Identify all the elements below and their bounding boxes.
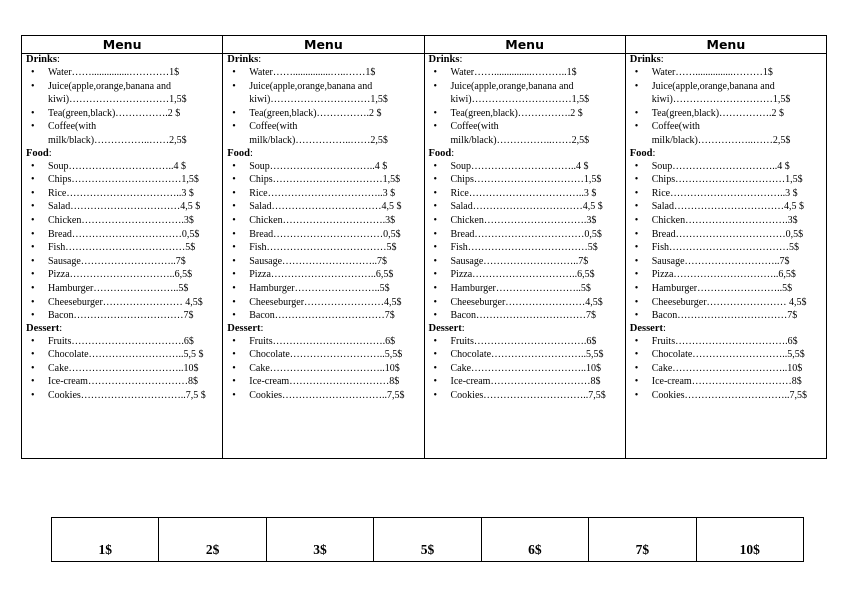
food-item: • Sausage………………………..7$ <box>451 255 625 269</box>
price-label: 6$ <box>528 542 542 557</box>
menu-column <box>223 36 424 459</box>
drinks-section-label-text: Drinks <box>629 54 661 65</box>
food-item: • Soup…………………………..4 $ <box>48 160 222 174</box>
dessert-section-label: Dessert: <box>629 322 666 334</box>
dessert-item: • Chocolate………………………..5,5 $ <box>48 348 222 362</box>
dessert-item: • Fruits…………………………….6$ <box>48 335 222 349</box>
food-item: • Rice……………………………..3 $ <box>249 187 423 201</box>
dessert-item: • Cake……………………………..10$ <box>249 362 423 376</box>
food-item: • Fish………………………………5$ <box>652 241 826 255</box>
food-item: • Rice……………………………..3 $ <box>451 187 625 201</box>
food-list <box>223 160 423 323</box>
price-cell <box>696 518 803 562</box>
dessert-section-label-text: Dessert <box>26 322 60 334</box>
food-item: • Fish………………………………5$ <box>48 241 222 255</box>
food-item: • Bacon……………………………7$ <box>652 309 826 323</box>
price-cell <box>589 518 696 562</box>
food-section-label: Food: <box>227 147 253 159</box>
dessert-item: • Cookies…………………………..7,5 $ <box>48 389 222 403</box>
menu-title: Menu <box>22 36 222 54</box>
drink-item: • Juice(apple,orange,banana and kiwi)…………………………1,5$ <box>249 80 423 107</box>
dessert-item: • Cookies…………………………..7,5$ <box>652 389 826 403</box>
drink-item: • Water……...............………1$ <box>652 66 826 80</box>
food-section-label-text: Food <box>227 147 251 159</box>
drink-item: • Coffee(with milk/black)……………..……2,5$ <box>249 120 423 147</box>
drink-item: • Juice(apple,orange,banana and kiwi)…………………………1,5$ <box>451 80 625 107</box>
drinks-section-label: Drinks: <box>629 54 664 65</box>
drinks-section-label: Drinks: <box>26 54 60 65</box>
food-item: • Chicken………………………….3$ <box>249 214 423 228</box>
menu-table <box>21 35 827 459</box>
dessert-list <box>626 335 826 403</box>
food-item: • Pizza…………………………..6,5$ <box>652 268 826 282</box>
food-item: • Rice……………………………..3 $ <box>48 187 222 201</box>
food-item: • Salad……………………………4,5 $ <box>249 200 423 214</box>
food-item: • Chips……………………………1,5$ <box>451 173 625 187</box>
dessert-item: • Cake……………………………..10$ <box>48 362 222 376</box>
drinks-section-label: Drinks: <box>428 54 463 65</box>
food-item: • Bacon……………………………7$ <box>249 309 423 323</box>
food-item: • Bread……………………………0,5$ <box>249 228 423 242</box>
food-item: • Hamburger……………………..5$ <box>249 282 423 296</box>
drink-item: • Water……...............…..……1$ <box>249 66 423 80</box>
food-section-label: Food: <box>629 147 656 159</box>
food-item: • Rice……………………………..3 $ <box>652 187 826 201</box>
food-item: • Chips……………………………1,5$ <box>249 173 423 187</box>
food-item: • Bacon……………………………7$ <box>48 309 222 323</box>
menu-column <box>22 36 223 459</box>
dessert-item: • Cookies…………………………..7,5$ <box>249 389 423 403</box>
price-cell <box>52 518 159 562</box>
price-label: 5$ <box>420 542 435 557</box>
food-item: • Pizza…………………………..6,5$ <box>48 268 222 282</box>
food-item: • Chips……………………………1,5$ <box>652 173 826 187</box>
dessert-list <box>223 335 423 403</box>
food-item: • Sausage………………………..7$ <box>652 255 826 269</box>
drink-item: • Tea(green,black)…………….2 $ <box>249 107 423 121</box>
food-item: • Bacon……………………………7$ <box>451 309 625 323</box>
food-item: • Pizza…………………………..6,5$ <box>249 268 423 282</box>
dessert-section-label-text: Dessert <box>629 322 663 334</box>
food-item: • Hamburger……………………..5$ <box>652 282 826 296</box>
drinks-section-label-text: Drinks <box>227 54 259 65</box>
dessert-item: • Chocolate………………………..5,5$ <box>652 348 826 362</box>
price-strip <box>51 517 804 562</box>
food-item: • Cheeseburger…………………… 4,5$ <box>48 296 222 310</box>
dessert-item: • Ice-cream…………………………8$ <box>48 375 222 389</box>
price-cell <box>374 518 481 562</box>
food-item: • Salad……………………………4,5 $ <box>451 200 625 214</box>
food-item: • Salad……………………………4,5 $ <box>48 200 222 214</box>
menu-column <box>625 36 826 459</box>
drinks-section-label-text: Drinks <box>428 54 460 65</box>
menu-title: Menu <box>223 36 423 54</box>
dessert-item: • Chocolate………………………..5,5$ <box>451 348 625 362</box>
drink-item: • Coffee(with milk/black)……………..……2,5$ <box>48 120 222 147</box>
menu-title: Menu <box>626 36 826 54</box>
dessert-section-label: Dessert: <box>227 322 264 334</box>
food-list <box>425 160 625 323</box>
drink-item: • Tea(green,black)…………….2 $ <box>451 107 625 121</box>
food-item: • Sausage………………………..7$ <box>48 255 222 269</box>
dessert-item: • Cake……………………………..10$ <box>652 362 826 376</box>
price-cell <box>266 518 373 562</box>
price-label: 7$ <box>635 542 650 557</box>
drinks-section-label: Drinks: <box>227 54 262 65</box>
food-item: • Pizza…………………………..6,5$ <box>451 268 625 282</box>
dessert-section-label-text: Dessert <box>227 322 261 334</box>
food-item: • Soup…………………………..4 $ <box>652 160 826 174</box>
food-item: • Bread……………………………0,5$ <box>652 228 826 242</box>
food-item: • Hamburger……………………..5$ <box>48 282 222 296</box>
dessert-section-label: Dessert: <box>26 322 63 334</box>
drink-item: • Tea(green,black)…………….2 $ <box>48 107 222 121</box>
food-section-label: Food: <box>428 147 455 159</box>
dessert-item: • Fruits…………………………….6$ <box>652 335 826 349</box>
food-item: • Bread……………………………0,5$ <box>451 228 625 242</box>
dessert-item: • Chocolate………………………..5,5$ <box>249 348 423 362</box>
dessert-item: • Ice-cream…………………………8$ <box>652 375 826 389</box>
food-item: • Chicken………………………….3$ <box>451 214 625 228</box>
food-item: • Bread……………………………0,5$ <box>48 228 222 242</box>
drink-item: • Tea(green,black)…………….2 $ <box>652 107 826 121</box>
dessert-item: • Ice-cream…………………………8$ <box>249 375 423 389</box>
dessert-list <box>425 335 625 403</box>
drinks-list <box>425 66 625 148</box>
food-item: • Fish………………………………5$ <box>451 241 625 255</box>
price-cell <box>159 518 266 562</box>
food-item: • Cheeseburger……………………4,5$ <box>249 296 423 310</box>
drink-item: • Coffee(with milk/black)……………..……2,5$ <box>451 120 625 147</box>
drink-item: • Water……...............………..1$ <box>451 66 625 80</box>
food-section-label-text: Food <box>26 147 49 159</box>
food-section-label-text: Food <box>629 147 653 159</box>
drink-item: • Juice(apple,orange,banana and kiwi)…………………………1,5$ <box>48 80 222 107</box>
food-section-label-text: Food <box>428 147 452 159</box>
drink-item: • Juice(apple,orange,banana and kiwi)…………………………1,5$ <box>652 80 826 107</box>
drinks-list <box>626 66 826 148</box>
food-item: • Soup…………………………..4 $ <box>451 160 625 174</box>
drink-item: • Coffee(with milk/black)……………..……2,5$ <box>652 120 826 147</box>
food-item: • Chips……………………………1,5$ <box>48 173 222 187</box>
food-item: • Cheeseburger…………………… 4,5$ <box>652 296 826 310</box>
food-item: • Chicken………………………….3$ <box>652 214 826 228</box>
price-cell <box>481 518 588 562</box>
menu-title: Menu <box>425 36 625 54</box>
food-item: • Soup…………………………..4 $ <box>249 160 423 174</box>
dessert-item: • Cookies…………………………..7,5$ <box>451 389 625 403</box>
drinks-list <box>223 66 423 148</box>
food-section-label: Food: <box>26 147 52 159</box>
food-item: • Hamburger……………………..5$ <box>451 282 625 296</box>
dessert-section-label: Dessert: <box>428 322 465 334</box>
price-label: 3$ <box>313 542 327 557</box>
dessert-list <box>22 335 222 403</box>
price-label: 1$ <box>98 542 112 557</box>
dessert-item: • Cake……………………………..10$ <box>451 362 625 376</box>
food-item: • Fish………………………………5$ <box>249 241 423 255</box>
price-label: 2$ <box>205 542 220 557</box>
drink-item: • Water……...............…………1$ <box>48 66 222 80</box>
price-label: 10$ <box>739 542 760 557</box>
food-item: • Cheeseburger……………………4,5$ <box>451 296 625 310</box>
drinks-list <box>22 66 222 148</box>
food-item: • Sausage………………………..7$ <box>249 255 423 269</box>
menu-column <box>424 36 625 459</box>
food-item: • Chicken………………………….3$ <box>48 214 222 228</box>
dessert-item: • Fruits…………………………….6$ <box>249 335 423 349</box>
drinks-section-label-text: Drinks <box>26 54 57 65</box>
food-list <box>22 160 222 323</box>
dessert-item: • Ice-cream…………………………8$ <box>451 375 625 389</box>
food-item: • Salad……………………………4,5 $ <box>652 200 826 214</box>
dessert-item: • Fruits…………………………….6$ <box>451 335 625 349</box>
food-list <box>626 160 826 323</box>
dessert-section-label-text: Dessert <box>428 322 462 334</box>
